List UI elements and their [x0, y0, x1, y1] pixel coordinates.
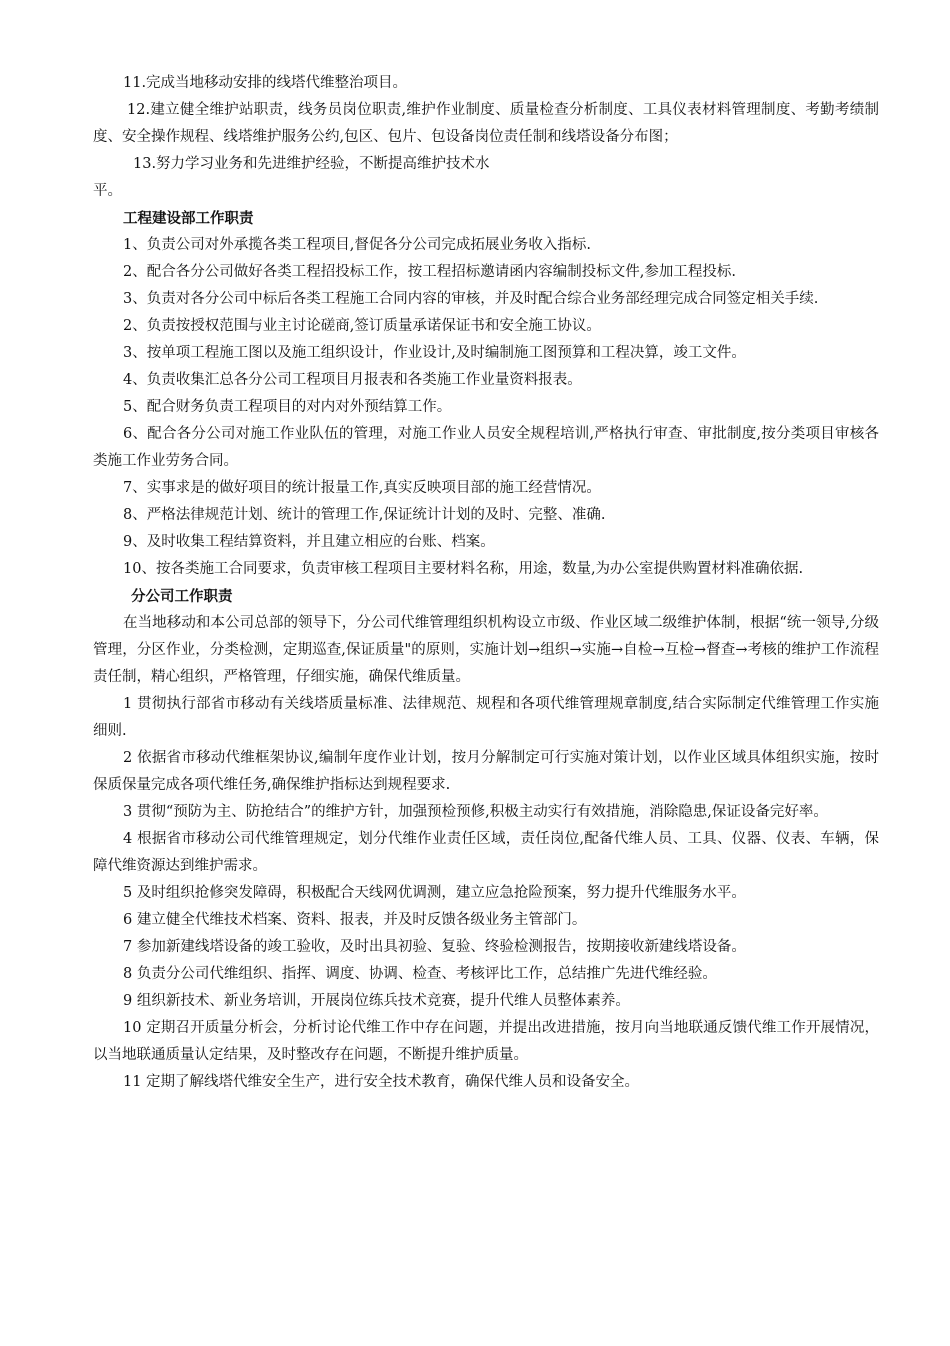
document-body — [93, 70, 879, 1096]
engineering-item: 7、实事求是的做好项目的统计报量工作,真实反映项目部的施工经营情况。 — [123, 480, 601, 496]
engineering-item: 9、及时收集工程结算资料，并且建立相应的台账、档案。 — [123, 534, 495, 550]
engineering-item: 4、负责收集汇总各分公司工程项目月报表和各类施工作业量资料报表。 — [123, 372, 582, 388]
engineering-item: 8、严格法律规范计划、统计的管理工作,保证统计计划的及时、完整、准确. — [123, 507, 606, 523]
engineering-item: 6、配合各分公司对施工作业队伍的管理，对施工作业人员安全规程培训,严格执行审查、审批制度,按分类项目审核各类施工作业劳务合同。 — [93, 426, 879, 469]
branch-item: 3 贯彻“预防为主、防抢结合”的维护方针，加强预检预修,积极主动实行有效措施，消除隐患,保证设备完好率。 — [123, 804, 828, 820]
branch-item: 5 及时组织抢修突发障碍，积极配合天线网优调测，建立应急抢险预案，努力提升代维服务水平。 — [123, 885, 746, 901]
branch-item: 6 建立健全代维技术档案、资料、报表，并及时反馈各级业务主管部门。 — [123, 912, 587, 928]
branch-item: 7 参加新建线塔设备的竣工验收，及时出具初验、复验、终验检测报告，按期接收新建线塔设备。 — [123, 939, 746, 955]
branch-item: 8 负责分公司代维组织、指挥、调度、协调、检查、考核评比工作，总结推广先进代维经验。 — [123, 966, 717, 982]
engineering-item: 2、负责按授权范围与业主讨论磋商,签订质量承诺保证书和安全施工协议。 — [123, 318, 601, 334]
engineering-item: 10、按各类施工合同要求，负责审核工程项目主要材料名称，用途，数量,为办公室提供购置材料准确依据. — [123, 561, 804, 577]
engineering-section-title: 工程建设部工作职责 — [123, 210, 254, 227]
maintenance-item-13: 13.努力学习业务和先进维护经验，不断提高维护技术水 — [133, 156, 490, 172]
branch-section-title: 分公司工作职责 — [131, 588, 233, 605]
branch-item: 11 定期了解线塔代维安全生产，进行安全技术教育，确保代维人员和设备安全。 — [123, 1074, 640, 1090]
branch-item: 9 组织新技术、新业务培训，开展岗位练兵技术竞赛，提升代维人员整体素养。 — [123, 993, 630, 1009]
maintenance-item-11: 11.完成当地移动安排的线塔代维整治项目。 — [123, 75, 408, 91]
engineering-item: 3、负责对各分公司中标后各类工程施工合同内容的审核，并及时配合综合业务部经理完成合同签定相关手续. — [123, 291, 819, 307]
branch-intro: 在当地移动和本公司总部的领导下，分公司代维管理组织机构设立市级、作业区域二级维护体制，根据“统一领导,分级管理，分区作业，分类检测，定期巡查,保证质量"的原则，实施计划→组织→实施→自检→互检→督查→考核的维护工作流程责任制，精心组织，严格管理，仔细实施，确保代维质量。 — [93, 615, 879, 685]
maintenance-item-13-continued: 平。 — [93, 183, 122, 199]
maintenance-item-12: 12.建立健全维护站职责，线务员岗位职责,维护作业制度、质量检查分析制度、工具仪表材料管理制度、考勤考绩制度、安全操作规程、线塔维护服务公约,包区、包片、包设备岗位责任制和线塔设备分布图； — [93, 102, 879, 145]
engineering-item: 5、配合财务负责工程项目的对内对外预结算工作。 — [123, 399, 452, 415]
engineering-item: 2、配合各分公司做好各类工程招投标工作，按工程招标邀请函内容编制投标文件,参加工程投标. — [123, 264, 736, 280]
branch-item: 4 根据省市移动公司代维管理规定，划分代维作业责任区域，责任岗位,配备代维人员、工具、仪器、仪表、车辆，保障代维资源达到维护需求。 — [93, 831, 879, 874]
engineering-item: 1、负责公司对外承揽各类工程项目,督促各分公司完成拓展业务收入指标. — [123, 237, 591, 253]
engineering-item: 3、按单项工程施工图以及施工组织设计，作业设计,及时编制施工图预算和工程决算，竣工文件。 — [123, 345, 746, 361]
branch-item: 2 依据省市移动代维框架协议,编制年度作业计划，按月分解制定可行实施对策计划，以作业区域具体组织实施，按时保质保量完成各项代维任务,确保维护指标达到规程要求. — [93, 750, 879, 793]
branch-item: 10 定期召开质量分析会，分析讨论代维工作中存在问题，并提出改进措施，按月向当地联通反馈代维工作开展情况，以当地联通质量认定结果，及时整改存在问题，不断提升维护质量。 — [93, 1020, 879, 1063]
branch-item: 1 贯彻执行部省市移动有关线塔质量标准、法律规范、规程和各项代维管理规章制度,结合实际制定代维管理工作实施细则. — [93, 696, 879, 739]
